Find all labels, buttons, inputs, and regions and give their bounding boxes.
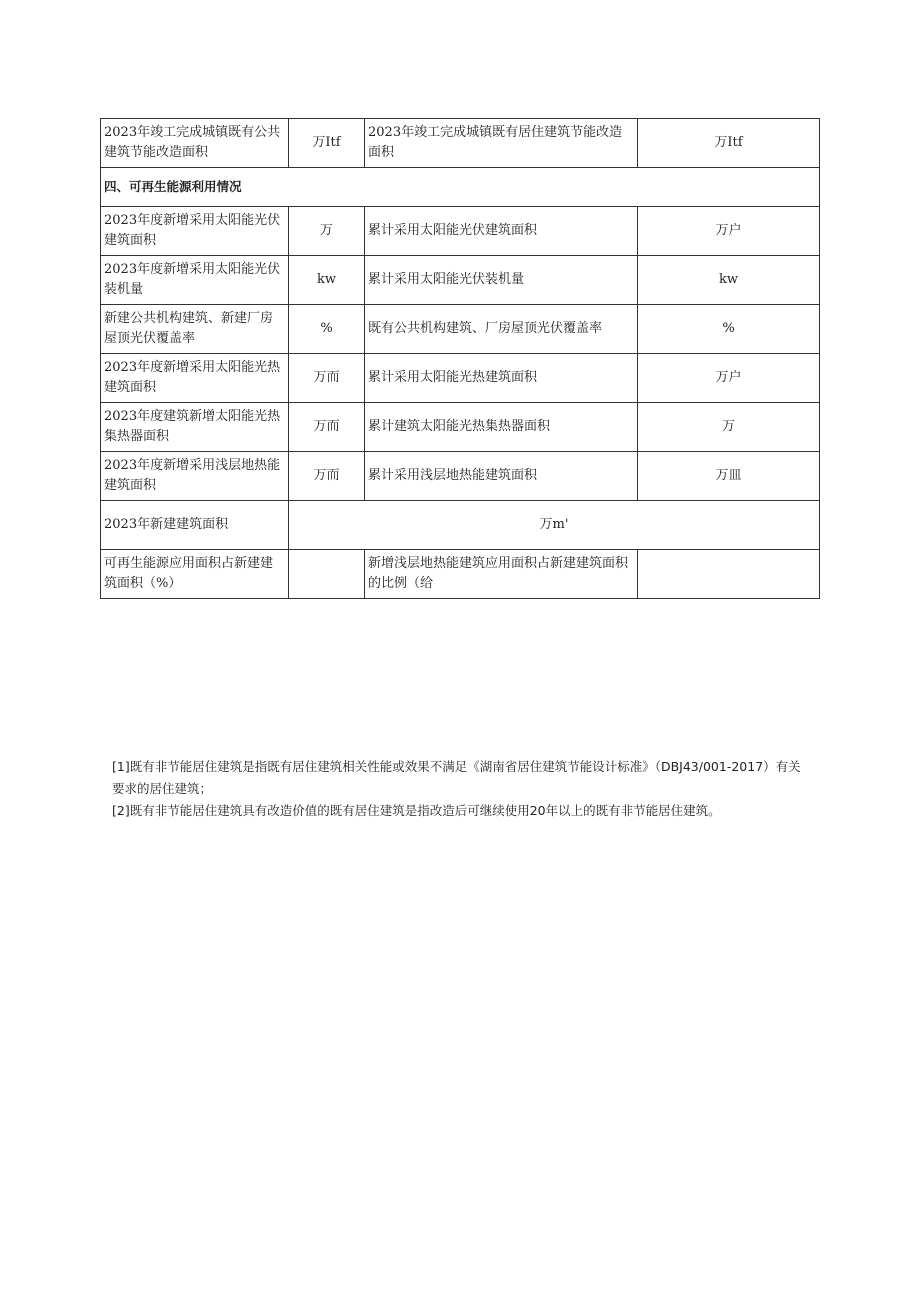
row-label: 2023年度新增采用太阳能光伏装机量 — [101, 256, 289, 305]
unit-cell: 万户 — [638, 354, 820, 403]
table-row — [101, 256, 820, 305]
row-label: 累计采用浅层地热能建筑面积 — [365, 452, 638, 501]
renewable-energy-table — [100, 118, 820, 599]
table-row — [101, 119, 820, 168]
unit-cell: 万 — [289, 207, 365, 256]
section-header-row — [101, 168, 820, 207]
table-row — [101, 305, 820, 354]
unit-cell: 万而 — [289, 452, 365, 501]
value-cell — [638, 550, 820, 599]
row-label: 2023年度新增采用浅层地热能建筑面积 — [101, 452, 289, 501]
row-label: 累计采用太阳能光伏装机量 — [365, 256, 638, 305]
table-row — [101, 452, 820, 501]
unit-cell: % — [638, 305, 820, 354]
row-label: 可再生能源应用面积占新建建筑面积（%） — [101, 550, 289, 599]
table-row — [101, 501, 820, 550]
row-label: 2023年度新增采用太阳能光热建筑面积 — [101, 354, 289, 403]
unit-cell: 万m' — [289, 501, 820, 550]
row-label: 新增浅层地热能建筑应用面积占新建建筑面积的比例（给 — [365, 550, 638, 599]
unit-cell: 万而 — [289, 403, 365, 452]
table-row — [101, 207, 820, 256]
value-cell — [289, 550, 365, 599]
unit-cell: 万皿 — [638, 452, 820, 501]
row-label: 累计采用太阳能光伏建筑面积 — [365, 207, 638, 256]
unit-cell: 万Itf — [289, 119, 365, 168]
row-label: 新建公共机构建筑、新建厂房屋顶光伏覆盖率 — [101, 305, 289, 354]
row-label: 累计建筑太阳能光热集热器面积 — [365, 403, 638, 452]
unit-cell: kw — [638, 256, 820, 305]
table-row — [101, 550, 820, 599]
row-label: 既有公共机构建筑、厂房屋顶光伏覆盖率 — [365, 305, 638, 354]
footnote-1: [1]既有非节能居住建筑是指既有居住建筑相关性能或效果不满足《湖南省居住建筑节能设计标准》（DBJ43/001-2017）有关要求的居住建筑； — [112, 759, 801, 796]
row-label: 2023年度建筑新增太阳能光热集热器面积 — [101, 403, 289, 452]
row-label: 2023年度新增采用太阳能光伏建筑面积 — [101, 207, 289, 256]
unit-cell: % — [289, 305, 365, 354]
row-label: 2023年竣工完成城镇既有公共建筑节能改造面积 — [101, 119, 289, 168]
unit-cell: kw — [289, 256, 365, 305]
unit-cell: 万Itf — [638, 119, 820, 168]
row-label: 累计采用太阳能光热建筑面积 — [365, 354, 638, 403]
footnotes — [112, 756, 802, 822]
row-label: 2023年竣工完成城镇既有居住建筑节能改造面积 — [365, 119, 638, 168]
unit-cell: 万 — [638, 403, 820, 452]
unit-cell: 万户 — [638, 207, 820, 256]
footnote-2: [2]既有非节能居住建筑具有改造价值的既有居住建筑是指改造后可继续使用20年以上的既有非节能居住建筑。 — [112, 803, 721, 818]
row-label: 2023年新建建筑面积 — [101, 501, 289, 550]
table-row — [101, 403, 820, 452]
section-title: 四、可再生能源利用情况 — [101, 168, 820, 207]
table-row — [101, 354, 820, 403]
unit-cell: 万而 — [289, 354, 365, 403]
